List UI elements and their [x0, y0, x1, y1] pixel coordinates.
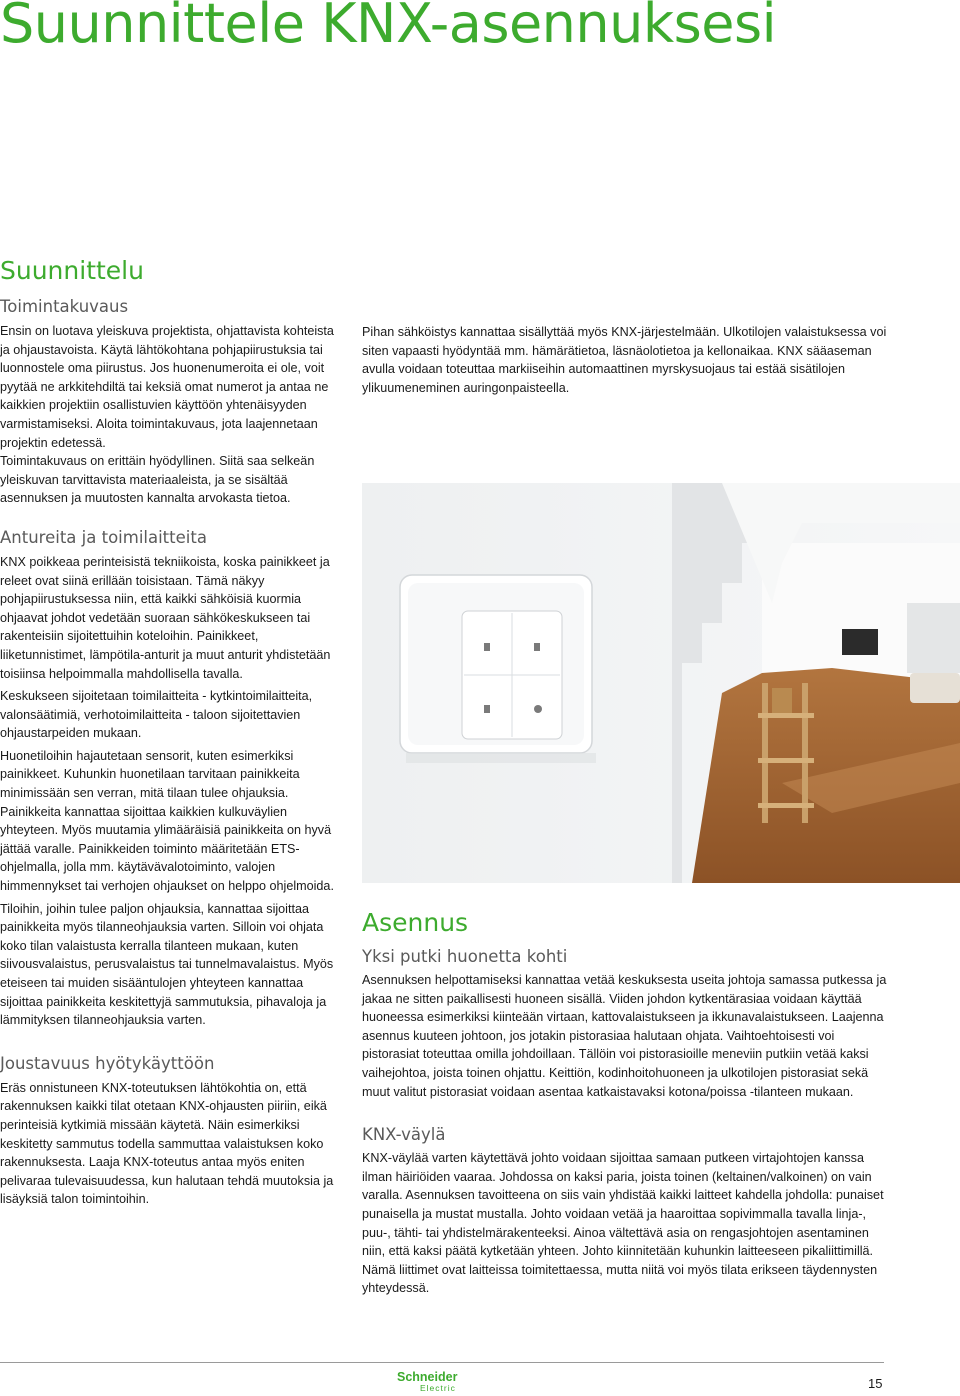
paragraph: Eräs onnistuneen KNX-toteutuksen lähtökohtia on, että rakennuksen kaikki tilat otetaan KNX-ohjausten piiriin, eikä perinteisiä kytkimiä missään käytetä. Näin esimerkiksi keskitetty sammutus todella sammuttaa valaistuksen koko rakennuksesta. Laaja KNX-toteutus antaa myös eniten pelivaraa tulevaisuudessa, kun halutaan tehdä muutoksia ja lisäyksiä talon toimintoihin.: [0, 1080, 334, 1207]
heading-toimintakuvaus: Toimintakuvaus: [0, 297, 129, 316]
section-title-suunnittelu: Suunnittelu: [0, 256, 144, 285]
right-column-asennus: [362, 908, 892, 1298]
paragraph: Ensin on luotava yleiskuva projektista, ohjattavista kohteista ja ohjaustavoista. Käytä lähtökohtana pohjapiirustuksia tai luonnostele oma piirustus. Jos huonenumeroita ei ole, voit pyytää ne arkkitehdiltä tai keksiä omat numerot ja antaa ne kaikkien projektiin osallistuvien käyttöön yhtenäisyyden varmistamiseksi. Aloita toimintakuvaus, jota laajennetaan projektin edetessä.: [0, 324, 334, 450]
room-photo: [362, 483, 960, 883]
schneider-electric-logo: [396, 1369, 476, 1393]
heading-yksi-putki: Yksi putki huonetta kohti: [362, 947, 568, 966]
paragraph: Tiloihin, joihin tulee paljon ohjauksia, kannattaa sijoittaa painikkeita myös tilanneohjauksia varten. Silloin voi ohjata koko tilan valaistusta kerralla tilanteen mukaan, kuten siivousvalaistus, perusvalaistus tai tunnelmavalaistus. Myös eteiseen tai muiden sisääntulojen yhteyteen kannattaa sijoittaa painikkeita keskitettyjä sammutuksia, pihavaloja ja lämmityksen tilanneohjauksia varten.: [0, 901, 334, 1028]
paragraph: KNX poikkeaa perinteisistä tekniikoista, koska painikkeet ja releet ovat siinä erillään toisistaan. Tämä näkyy pohjapiirustuksessa niin, että kaikki sähköisiä kuormia ohjaavat johdot vedetään suoraan sähkökeskukseen tai rakenteisiin sijoitettuihin koteloihin. Painikkeet, liiketunnistimet, lämpötila-anturit ja muut anturit yhdistetään toisiinsa helpoimmalla mahdollisella tavalla.: [0, 554, 331, 681]
heading-knx-vayla: KNX-väylä: [362, 1125, 446, 1145]
paragraph: KNX-väylää varten käytettävä johto voidaan sijoittaa samaan putkeen virtajohtojen kanssa ilman häiriöiden vaaraa. Johdossa on kaksi paria, joista toinen (keltainen/valkoinen) on vain varalla. Asennuksen tavoitteena on siis vain yhdistää kaikki laitteet kahdella johdolla: punaiset punaisella ja mustat mustalla. Johto voidaan vetää ja haaroittaa sopivimmalla tavalla linja-, puu-, tähti- tai yhdistelmärakenteeksi. Ainoa vältettävä asia on rengasjohtojen asentaminen niin, että kaksi päätä kytketään yhteen. Johto kiinnitetään kuhunkin laitteeseen pikaliittimillä. Nämä liittimet ovat laitteissa toimitettaessa, mutta niitä voi myös tilata erikseen täydennysten yhteydessä.: [362, 1151, 884, 1296]
footer-divider: [0, 1362, 884, 1363]
photo-illustration: [362, 483, 960, 883]
paragraph: Toimintakuvaus on erittäin hyödyllinen. Siitä saa selkeän yleiskuvan tarvittavista materiaaleista, ja se sisältää asennuksen ja muutosten kannalta arvokasta tietoa.: [0, 454, 315, 506]
paragraph: Keskukseen sijoitetaan toimilaitteita - kytkintoimilaitteita, valonsäätimiä, verhotoimilaitteita - taloon sijoitettavien ohjaustarpeiden mukaan.: [0, 689, 313, 741]
right-column-intro: [362, 323, 892, 397]
heading-antureita: Antureita ja toimilaitteita: [0, 527, 207, 547]
paragraph: Huonetiloihin hajautetaan sensorit, kuten esimerkiksi painikkeet. Kuhunkin huonetilaan tarvitaan painikkeita minimissään sen verran, mitä tilaan tulee ohjauksia. Painikkeita kannattaa sijoittaa kaikkien kulkuväylien yhteyteen. Myös muutamia ylimääräisiä painikkeita on hyvä jättää varalle. Painikkeiden toiminto määritetään ETS-ohjelmalla, jolla mm. käytävävalotoiminto, valojen himmennykset tai verhojen ohjaukset on helppo ohjelmoida.: [0, 748, 334, 894]
paragraph: Pihan sähköistys kannattaa sisällyttää myös KNX-järjestelmään. Ulkotilojen valaistuksessa voi siten vapaasti hyödyntää mm. hämärätietoa, läsnäolotietoa ja kellonaikaa. KNX sääaseman avulla voidaan toteuttaa markiiseihin automaattinen myrskysuojaus tai estää sisätilojen ylikuumeneminen auringonpaisteella.: [362, 325, 887, 395]
page-number: 15: [868, 1376, 883, 1391]
paragraph: Asennuksen helpottamiseksi kannattaa vetää keskuksesta useita johtoja samassa putkessa ja jakaa ne sitten paikallisesti huoneen sisällä. Viiden johdon kytkentärasiaa voidaan käyttää huoneessa esimerkiksi kiinteään virtaan, kattovalaistukseen ja ikkunavalaistukseen. Laajenna asennus kuuteen johtoon, jos jotakin pistorasiaa halutaan ohjata. Vaihtoehtoisesti voi pistorasiat toteuttaa omilla johdoillaan. Tällöin voi pistorasioille meneviin putkiin vetää kaksi vaihejohtoa, joista toinen ohjattu. Keittiön, kodinhoitohuoneen ja ulkotilojen pistorasiat sekä muut valitut pistorasiat voidaan asentaa katkaistavaksi kotona/poissa -tilanteen mukaan.: [362, 973, 887, 1099]
section-title-asennus: Asennus: [362, 908, 469, 937]
page-title: Suunnittele KNX-asennuksesi: [0, 0, 777, 55]
logo-line1: Schneider: [397, 1370, 458, 1384]
heading-joustavuus: Joustavuus hyötykäyttöön: [0, 1053, 215, 1073]
left-column: [0, 256, 345, 1209]
logo-line2: Electric: [420, 1383, 456, 1393]
